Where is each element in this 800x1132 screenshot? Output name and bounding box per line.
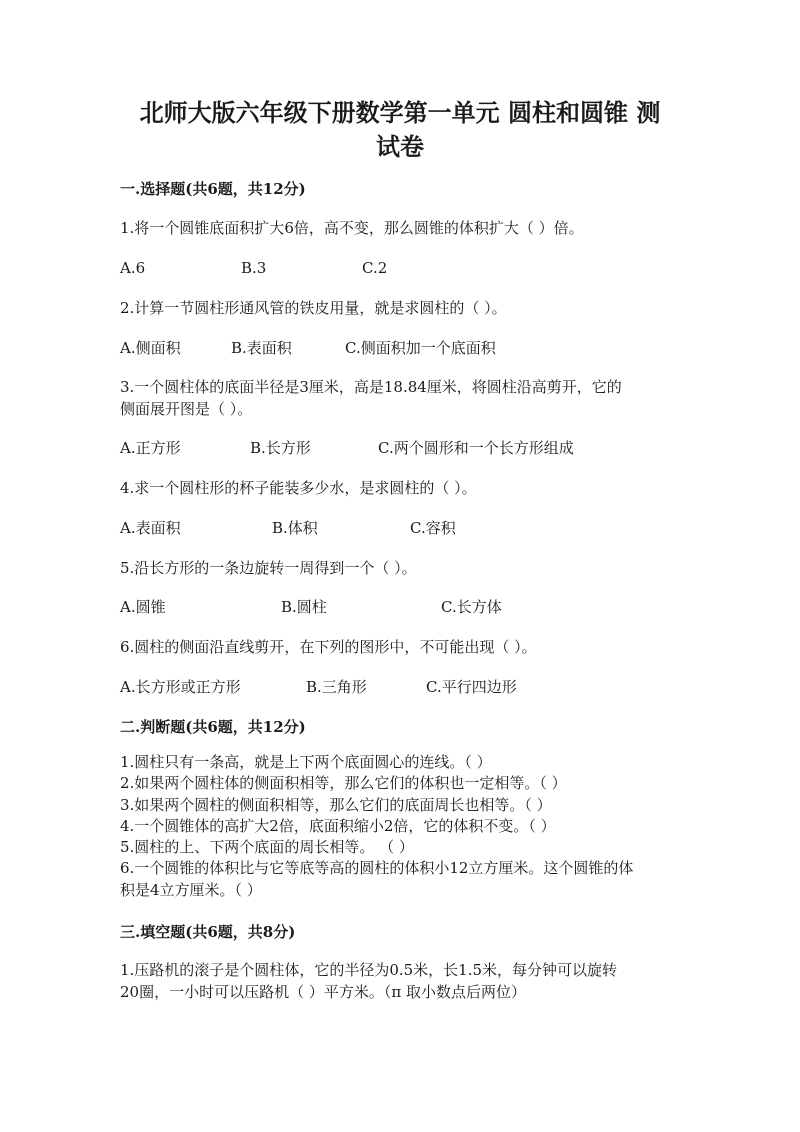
option-a: A.6	[120, 259, 146, 277]
option-b: B.体积	[272, 519, 318, 537]
page-title	[120, 96, 680, 164]
list-item: 3.如果两个圆柱的侧面积相等，那么它们的底面周长也相等。（ ）	[120, 795, 552, 814]
question-line-1: 3.一个圆柱体的底面半径是3厘米，高是18.84厘米，将圆柱沿高剪开，它的	[120, 378, 622, 396]
option-c: C.容积	[410, 519, 456, 537]
question-text: 2.计算一节圆柱形通风管的铁皮用量，就是求圆柱的（ ）。	[120, 299, 507, 317]
list-item: 6.一个圆锥的体积比与它等底等高的圆柱的体积小12立方厘米。这个圆锥的体	[120, 859, 634, 878]
option-b: B.长方形	[250, 439, 311, 457]
option-b: B.圆柱	[281, 598, 327, 616]
option-a: A.侧面积	[120, 339, 181, 357]
option-c: C.长方体	[441, 598, 502, 616]
question-text: 1.将一个圆锥底面积扩大6倍，高不变，那么圆锥的体积扩大（ ）倍。	[120, 219, 584, 237]
option-c: C.2	[362, 259, 388, 277]
question-line-2: 侧面展开图是（ ）。	[120, 400, 253, 418]
list-item: 5.圆柱的上、下两个底面的周长相等。 （ ）	[120, 838, 414, 857]
question-line-1: 1.压路机的滚子是个圆柱体，它的半径为0.5米，长1.5米，每分钟可以旋转	[120, 961, 618, 979]
question-text	[120, 959, 690, 1003]
option-c: C.侧面积加一个底面积	[345, 339, 496, 357]
option-c: C.平行四边形	[426, 678, 517, 696]
section-heading-fill: 三.填空题(共6题，共8分)	[120, 923, 296, 941]
question-line-2: 20圈，一小时可以压路机（ ）平方米。（π 取小数点后两位）	[120, 983, 526, 1001]
question-text: 6.圆柱的侧面沿直线剪开，在下列的图形中，不可能出现（ ）。	[120, 638, 537, 656]
option-a: A.圆锥	[120, 598, 166, 616]
question-text: 5.沿长方形的一条边旋转一周得到一个（ ）。	[120, 559, 417, 577]
question-text	[120, 376, 690, 420]
section-heading-judge: 二.判断题(共6题，共12分)	[120, 718, 306, 736]
list-item: 4.一个圆锥体的高扩大2倍，底面积缩小2倍，它的体积不变。（ ）	[120, 816, 556, 835]
question-text: 4.求一个圆柱形的杯子能装多少水，是求圆柱的（ ）。	[120, 479, 477, 497]
title-line-2: 试卷	[376, 132, 424, 161]
list-item: 1.圆柱只有一条高，就是上下两个底面圆心的连线。（ ）	[120, 753, 492, 771]
title-line-1: 北师大版六年级下册数学第一单元 圆柱和圆锥 测	[139, 98, 661, 127]
option-b: B.表面积	[231, 339, 292, 357]
list-item: 2.如果两个圆柱体的侧面积相等，那么它们的体积也一定相等。（ ）	[120, 774, 567, 793]
option-b: B.三角形	[306, 678, 367, 696]
section-heading-choice: 一.选择题(共6题，共12分)	[120, 180, 306, 198]
judge-list	[120, 752, 690, 901]
option-a: A.长方形或正方形	[120, 678, 241, 696]
option-c: C.两个圆形和一个长方形组成	[378, 439, 574, 457]
option-a: A.正方形	[120, 439, 181, 457]
option-a: A.表面积	[120, 519, 181, 537]
option-b: B.3	[241, 259, 267, 277]
list-item: 积是4立方厘米。（ ）	[120, 880, 262, 899]
